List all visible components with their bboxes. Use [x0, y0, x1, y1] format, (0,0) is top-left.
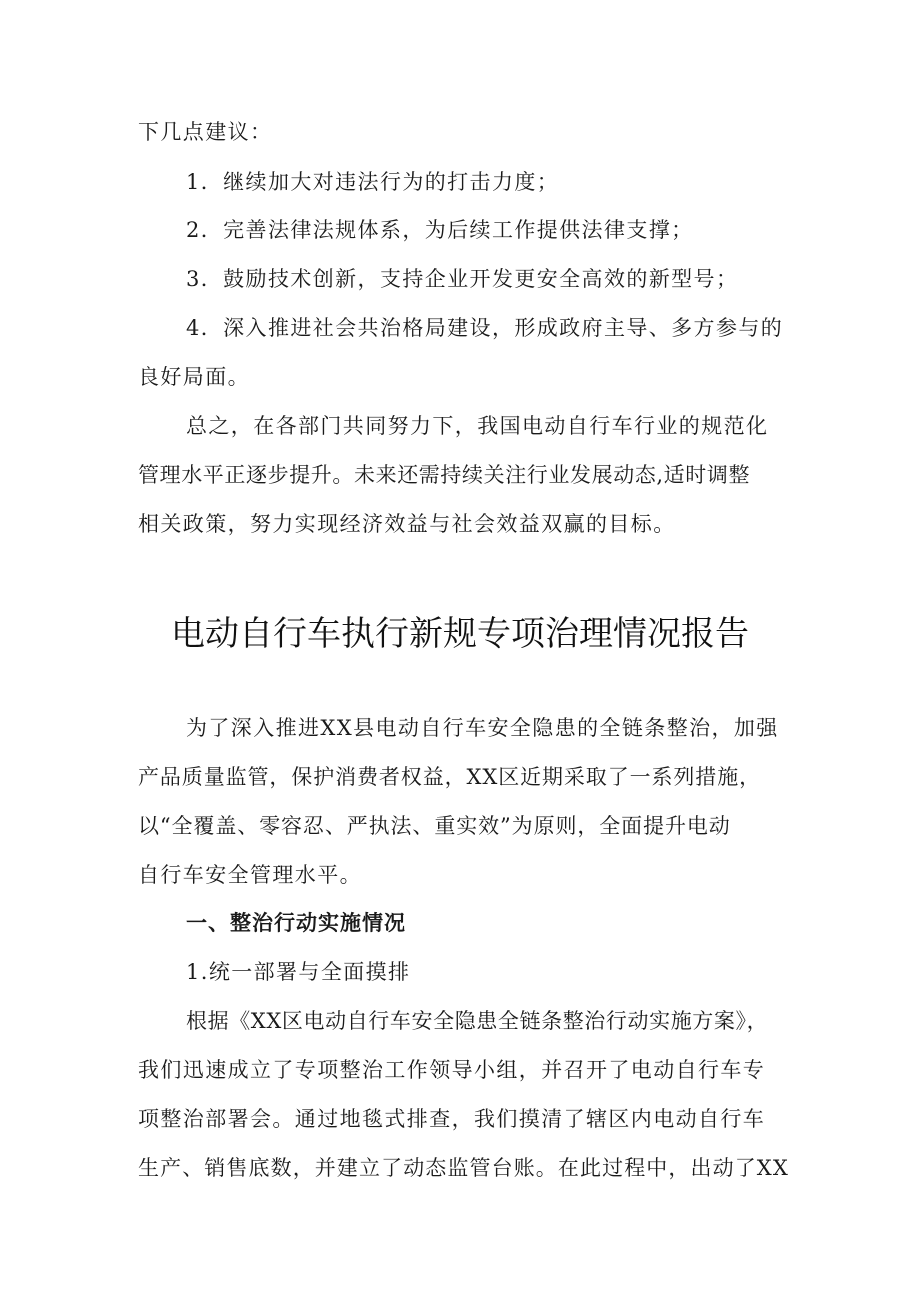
- suggestion-4-continued: 良好局面。: [138, 365, 250, 389]
- conclusion-line: 相关政策，努力实现经济效益与社会效益双赢的目标。: [138, 512, 676, 536]
- report-intro-line: 为了深入推进XX县电动自行车安全隐患的全链条整治，加强: [186, 716, 779, 740]
- conclusion-line: 总之，在各部门共同努力下，我国电动自行车行业的规范化: [186, 414, 769, 438]
- section-heading: 一、整治行动实施情况: [186, 911, 406, 935]
- paragraph-line: 下几点建议：: [138, 120, 273, 144]
- suggestion-4: 4．深入推进社会共治格局建设，形成政府主导、多方参与的: [186, 316, 784, 340]
- report-intro-line: 自行车安全管理水平。: [138, 863, 362, 887]
- subsection-body-line: 生产、销售底数，并建立了动态监管台账。在此过程中，出动了XX: [138, 1156, 789, 1180]
- conclusion-line: 管理水平正逐步提升。未来还需持续关注行业发展动态,适时调整: [138, 463, 751, 487]
- subsection-body-line: 我们迅速成立了专项整治工作领导小组，并召开了电动自行车专: [138, 1058, 766, 1082]
- subsection-body-line: 根据《XX区电动自行车安全隐患全链条整治行动实施方案》，: [186, 1009, 769, 1033]
- report-intro-line: 以“全覆盖、零容忍、严执法、重实效”为原则，全面提升电动: [138, 814, 731, 838]
- report-intro-line: 产品质量监管，保护消费者权益，XX区近期采取了一系列措施，: [138, 765, 761, 789]
- subsection-body-line: 项整治部署会。通过地毯式排查，我们摸清了辖区内电动自行车: [138, 1107, 766, 1131]
- suggestion-3: 3．鼓励技术创新，支持企业开发更安全高效的新型号；: [186, 267, 739, 291]
- subsection-heading: 1.统一部署与全面摸排: [186, 960, 411, 984]
- suggestion-2: 2．完善法律法规体系，为后续工作提供法律支撑；: [186, 218, 694, 242]
- report-title: 电动自行车执行新规专项治理情况报告: [171, 614, 749, 654]
- suggestion-1: 1．继续加大对违法行为的打击力度；: [186, 170, 560, 194]
